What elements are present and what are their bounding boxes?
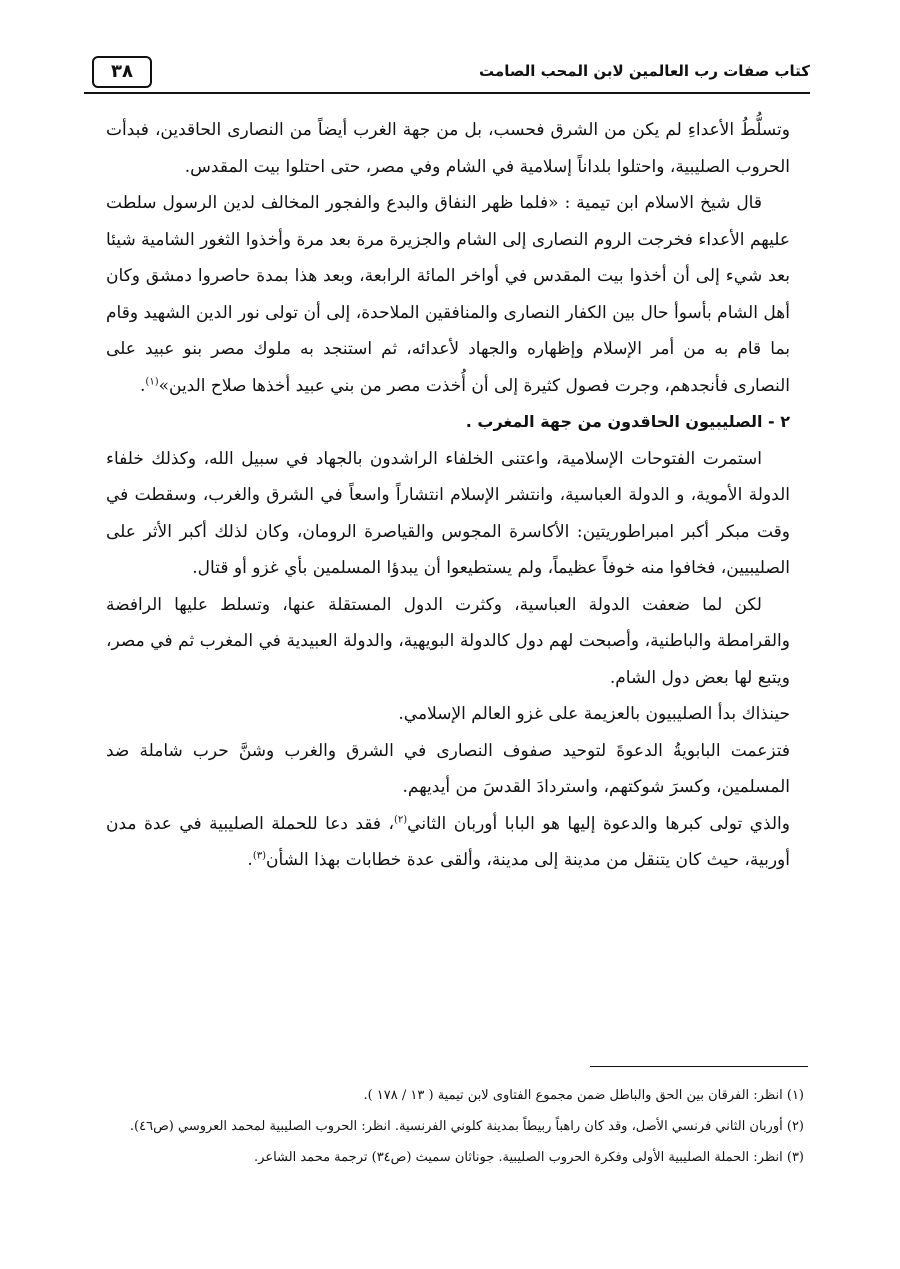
paragraph-7-text-b: ، فقد دعا للحملة الصليبية في عدة مدن أوربية، حيث كان يتنقل من مدينة إلى مدينة، وألقى عدة خطابات بهذا الشأن bbox=[106, 813, 790, 870]
book-title: كتاب صفات رب العالمين لابن المحب الصامت bbox=[479, 62, 810, 80]
paragraph-4: لكن لما ضعفت الدولة العباسية، وكثرت الدول المستقلة عنها، وتسلط عليها الرافضة والقرامطة والباطنية، وأصبحت لهم دول كالدولة البويهية، والدولة العبيدية في المغرب ثم في مصر، ويتبع لها بعض دول الشام. bbox=[106, 594, 790, 688]
footnote-1: (١) انظر: الفرقان بين الحق والباطل ضمن مجموع الفتاوى لابن تيمية ( ١٣ / ١٧٨ ). bbox=[363, 1088, 804, 1103]
footnote-ref-3[interactable]: (٣) bbox=[252, 850, 267, 862]
paragraph-6: فتزعمت البابويةُ الدعوةَ لتوحيد صفوف النصارى في الشرق والغرب وشنَّ حرب شاملة ضد المسلمين، وكسرَ شوكتهم، واستردادَ القدسَ من أيديهم. bbox=[106, 740, 790, 797]
paragraph-2-text: قال شيخ الاسلام ابن تيمية : «فلما ظهر النفاق والبدع والفجور المخالف لدين الرسول سلطت عليهم الأعداء فخرجت الروم النصارى إلى الشام والجزيرة مرة بعد مرة وأخذوا الثغور الشامية شيئا بعد شيء إلى أن أخذوا بيت المقدس في أواخر المائة الرابعة، وبعد هذا بمدة حاصروا دمشق وكان أهل الشام بأسوأ حال بين الكفار النصارى والمنافقين الملاحدة، إلى أن تولى نور الدين الشهيد وقام بما قام به من أمر الإسلام وإظهاره والجهاد لأعدائه، ثم استنجد به ملوك مصر بنو عبيد على النصارى فأنجدهم، وجرت فصول كثيرة إلى أن أُخذت مصر من بني عبيد أخذها صلاح الدين» bbox=[106, 193, 790, 396]
footnote-2: (٢) أوربان الثاني فرنسي الأصل، وقد كان راهباً ربيطاً بمدينة كلوني الفرنسية. انظر: الحروب الصليبية لمحمد العروسي (ص٤٦). bbox=[129, 1119, 804, 1134]
footnotes bbox=[110, 1080, 804, 1173]
footnote-ref-1[interactable]: (١) bbox=[145, 375, 159, 387]
page-number: ٣٨ bbox=[92, 56, 152, 88]
paragraph-3: استمرت الفتوحات الإسلامية، واعتنى الخلفاء الراشدون بالجهاد في سبيل الله، وكذلك خلفاء الدولة الأموية، و الدولة العباسية، وانتشر الإسلام انتشاراً واسعاً في الشرق والغرب، وسقطت في وقت مبكر أكبر امبراطوريتين: الأكاسرة المجوس والقياصرة الرومان، وكان لذلك أكبر الأثر على الصليبيين، فخافوا منه خوفاً عظيماً، ولم يستطيعوا أن يبدؤا المسلمين بأي غزو أو قتال. bbox=[106, 448, 790, 578]
paragraph-2 bbox=[106, 185, 790, 404]
footnote-3: (٣) انظر: الحملة الصليبية الأولى وفكرة الحروب الصليبية. جوناثان سميث (ص٣٤) ترجمة محمد الشاعر. bbox=[254, 1150, 804, 1165]
header-divider bbox=[84, 92, 810, 94]
paragraph-7 bbox=[106, 806, 790, 879]
paragraph-1: وتسلُّطُ الأعداءِ لم يكن من الشرق فحسب، بل من جهة الغرب أيضاً من النصارى الحاقدين، فبدأت الحروب الصليبية، واحتلوا بلداناً إسلامية في الشام وفي مصر، حتى احتلوا بيت المقدس. bbox=[106, 120, 790, 177]
page-header bbox=[86, 56, 810, 92]
section-heading: ٢ - الصليبيون الحاقدون من جهة المغرب . bbox=[465, 412, 790, 431]
main-text bbox=[106, 112, 790, 879]
paragraph-7-text-a: والذي تولى كبرها والدعوة إليها هو البابا أوربان الثاني bbox=[407, 813, 790, 834]
paragraph-5: حينذاك بدأ الصليبيون بالعزيمة على غزو العالم الإسلامي. bbox=[398, 704, 790, 724]
footnote-ref-2[interactable]: (٢) bbox=[393, 813, 408, 825]
paragraph-7-end: . bbox=[247, 850, 253, 870]
footnote-divider bbox=[590, 1066, 808, 1067]
paragraph-2-end: . bbox=[140, 375, 146, 396]
